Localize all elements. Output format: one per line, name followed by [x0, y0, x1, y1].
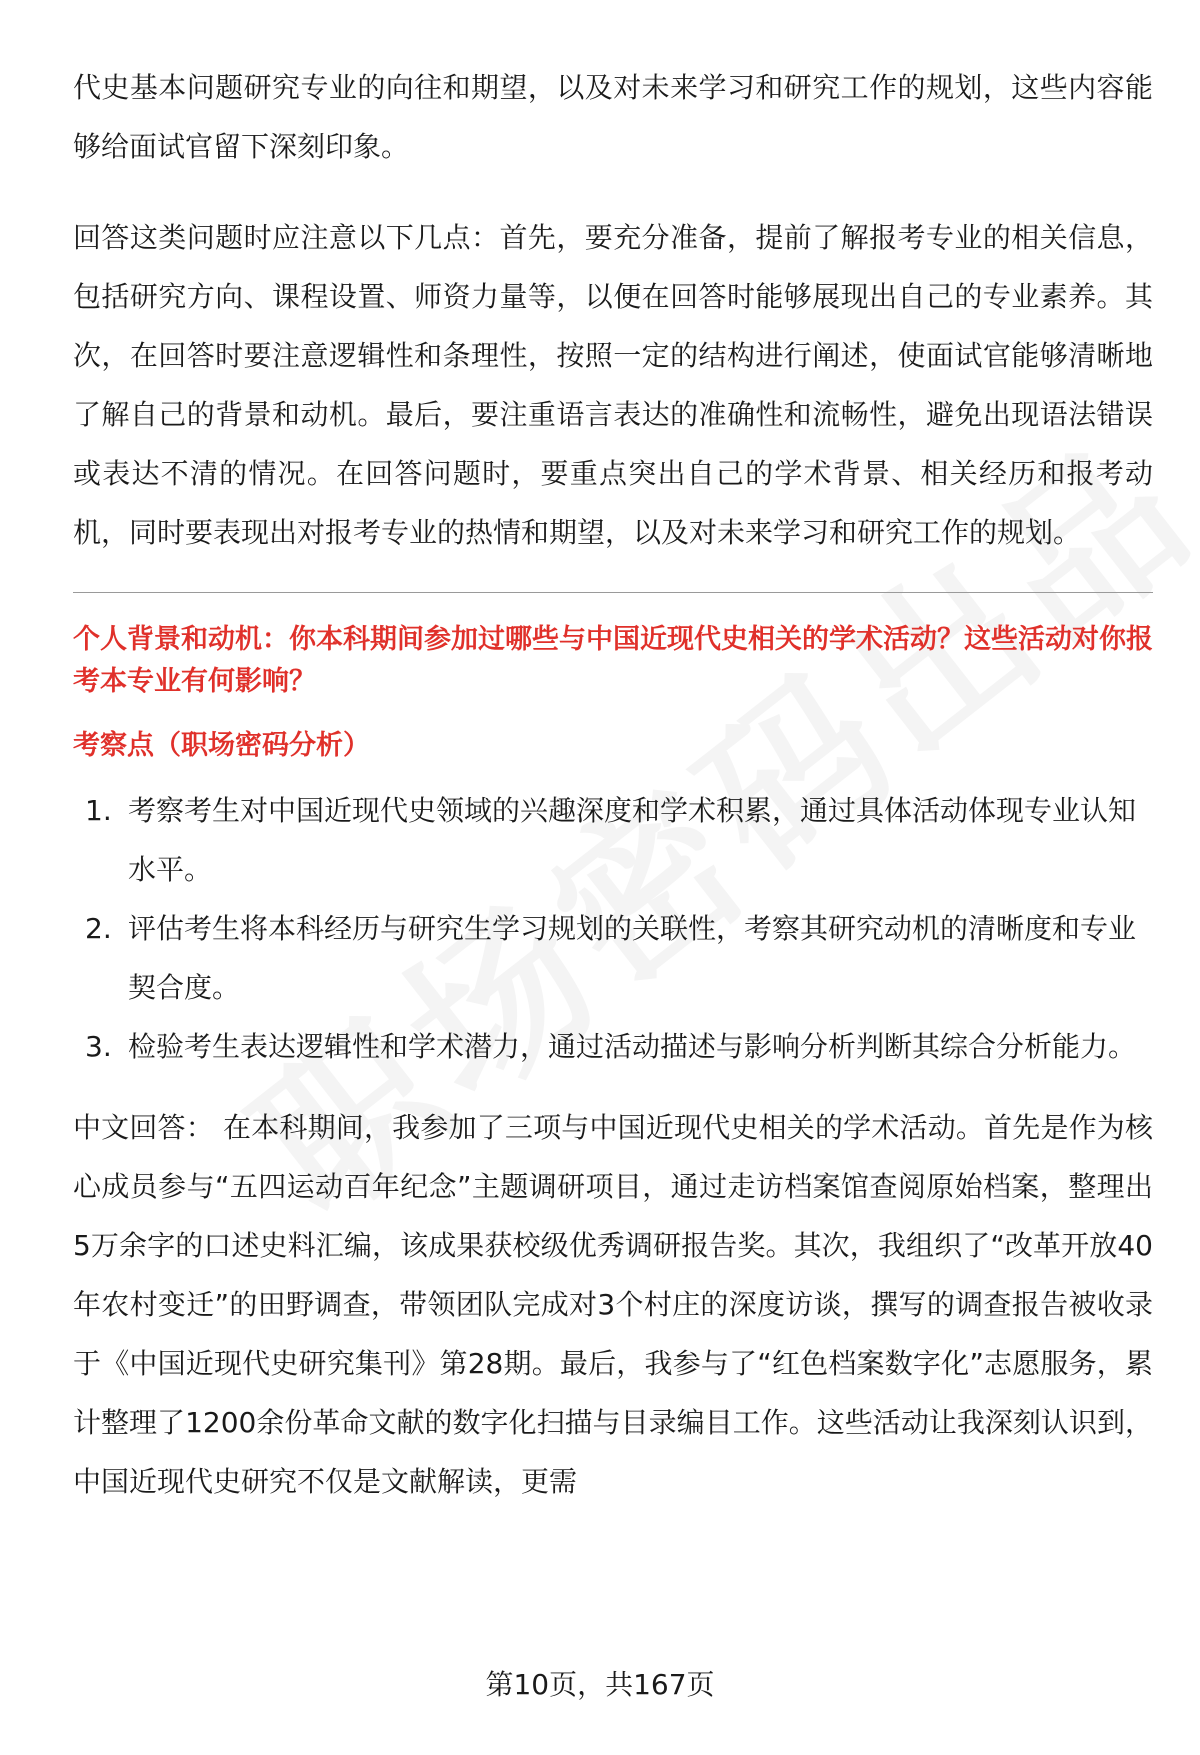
list-item-number: 3.: [85, 1030, 112, 1063]
list-item-number: 2.: [85, 912, 112, 945]
analysis-points-list: [73, 781, 1153, 1076]
list-item-text: 检验考生表达逻辑性和学术潜力，通过活动描述与影响分析判断其综合分析能力。: [128, 1030, 1137, 1063]
page-number-footer: 第10页，共167页: [485, 1668, 715, 1701]
intro-paragraph-1: 代史基本问题研究专业的向往和期望，以及对未来学习和研究工作的规划，这些内容能够给面试官留下深刻印象。: [73, 71, 1153, 163]
list-item-number: 1.: [85, 794, 112, 827]
list-item-text: 考察考生对中国近现代史领域的兴趣深度和学术积累，通过具体活动体现专业认知水平。: [128, 794, 1137, 886]
section-divider: [73, 592, 1153, 593]
list-item-text: 评估考生将本科经历与研究生学习规划的关联性，考察其研究动机的清晰度和专业契合度。: [128, 912, 1137, 1004]
list-item: [73, 1017, 1153, 1076]
document-page: [73, 58, 1153, 1511]
intro-paragraph-2: 回答这类问题时应注意以下几点：首先，要充分准备，提前了解报考专业的相关信息，包括研究方向、课程设置、师资力量等，以便在回答时能够展现出自己的专业素养。其次，在回答时要注意逻辑性和条理性，按照一定的结构进行阐述，使面试官能够清晰地了解自己的背景和动机。最后，要注重语言表达的准确性和流畅性，避免出现语法错误或表达不清的情况。在回答问题时，要重点突出自己的学术背景、相关经历和报考动机，同时要表现出对报考专业的热情和期望，以及对未来学习和研究工作的规划。: [73, 221, 1153, 549]
question-heading: 个人背景和动机：你本科期间参加过哪些与中国近现代史相关的学术活动？这些活动对你报考本专业有何影响？: [73, 624, 1153, 697]
answer-paragraph: 中文回答： 在本科期间，我参加了三项与中国近现代史相关的学术活动。首先是作为核心成员参与“五四运动百年纪念”主题调研项目，通过走访档案馆查阅原始档案，整理出5万余字的口述史料汇编，该成果获校级优秀调研报告奖。其次，我组织了“改革开放40年农村变迁”的田野调查，带领团队完成对3个村庄的深度访谈，撰写的调查报告被收录于《中国近现代史研究集刊》第28期。最后，我参与了“红色档案数字化”志愿服务，累计整理了1200余份革命文献的数字化扫描与目录编目工作。这些活动让我深刻认识到，中国近现代史研究不仅是文献解读，更需: [73, 1111, 1153, 1498]
list-item: [73, 899, 1153, 1017]
analysis-heading: 考察点（职场密码分析）: [73, 730, 370, 761]
list-item: [73, 781, 1153, 899]
